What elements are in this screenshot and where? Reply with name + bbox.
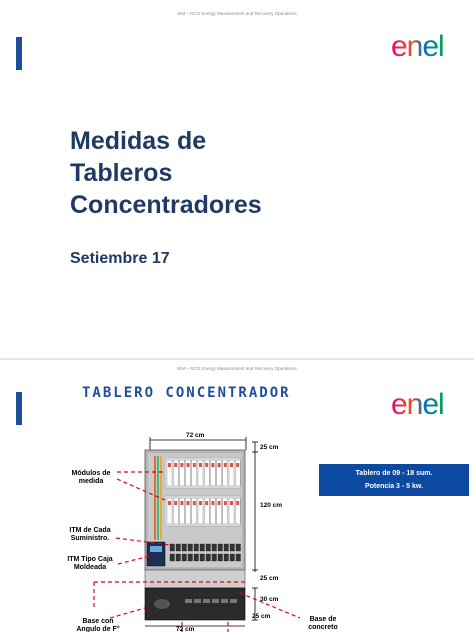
base-grill [194, 599, 201, 603]
meter-indicator [168, 463, 171, 467]
enel-logo-icon [391, 30, 449, 64]
dim-bottom-right: 25 cm [252, 613, 271, 620]
label-itm-tipo: ITM Tipo Caja Moldeada [67, 556, 113, 571]
cabinet-diagram [0, 360, 474, 632]
breaker [182, 544, 187, 551]
meter-indicator [168, 501, 171, 505]
enel-logo-text: enel [391, 30, 444, 63]
meter-indicator [180, 501, 183, 505]
base-grill [221, 599, 228, 603]
dim-height: 120 cm [260, 502, 283, 509]
label-base-con: Base con Angulo de F° [76, 618, 120, 632]
meter-indicator [187, 463, 190, 467]
base-grill [185, 599, 192, 603]
dim-right-mid: 25 cm [260, 575, 279, 582]
meter-indicator [211, 501, 214, 505]
breaker [224, 554, 229, 561]
breaker [176, 544, 181, 551]
meter-indicator [236, 463, 239, 467]
diagram-slide [0, 360, 474, 632]
label-base-de: Base de concreto [308, 616, 338, 631]
meter-indicator [218, 463, 221, 467]
breaker [236, 544, 241, 551]
slide-date: Setiembre 17 [70, 250, 170, 267]
meter-indicator [193, 463, 196, 467]
breaker [212, 554, 217, 561]
meter-indicator [174, 463, 177, 467]
meter-indicator [205, 463, 208, 467]
breaker [194, 554, 199, 561]
page-title [70, 125, 262, 221]
breaker [188, 554, 193, 561]
base-grill [230, 599, 237, 603]
info-line-1: Tablero de 09 - 18 sum. [355, 470, 433, 477]
breaker [206, 544, 211, 551]
base-hole [154, 599, 170, 609]
meter-indicator [174, 501, 177, 505]
meter-indicator [187, 501, 190, 505]
breaker [194, 544, 199, 551]
enel-logo-text: enel [391, 388, 444, 421]
accent-bar [16, 37, 22, 70]
meter-indicator [199, 501, 202, 505]
title-line-2: Tableros [70, 159, 173, 187]
right-dimension [252, 442, 258, 620]
dim-bottom-width: 72 cm [176, 626, 195, 632]
breaker [218, 554, 223, 561]
breaker-display [150, 546, 162, 552]
breaker [176, 554, 181, 561]
meter-indicator [230, 463, 233, 467]
breaker [170, 554, 175, 561]
base-grill [212, 599, 219, 603]
meter-indicator [224, 501, 227, 505]
breaker [200, 544, 205, 551]
cabinet-lower [145, 570, 245, 588]
meter-indicator [211, 463, 214, 467]
meter-indicator [218, 501, 221, 505]
breaker [212, 544, 217, 551]
dim-right-top: 25 cm [260, 444, 279, 451]
base-grill [203, 599, 210, 603]
moulded-case-breaker [147, 542, 165, 566]
meter-indicator [236, 501, 239, 505]
breaker [170, 544, 175, 551]
meter-indicator [230, 501, 233, 505]
slide-header: IEM – NCO Energy Measurement and Recovery Operations [177, 11, 297, 16]
section-title: TABLERO CONCENTRADOR [82, 385, 291, 401]
breaker [230, 554, 235, 561]
breaker [182, 554, 187, 561]
meter-indicator [205, 501, 208, 505]
meter-indicator [199, 463, 202, 467]
dim-top-width: 72 cm [186, 432, 205, 439]
breaker [200, 554, 205, 561]
label-itm-cada: ITM de Cada Suministro. [69, 527, 111, 542]
breaker [206, 554, 211, 561]
meter-indicator [180, 463, 183, 467]
breaker [188, 544, 193, 551]
meter-indicator [193, 501, 196, 505]
label-modulos: Módulos de medida [71, 470, 111, 485]
breaker [218, 544, 223, 551]
enel-logo [391, 30, 449, 72]
meter-indicator [224, 463, 227, 467]
title-line-1: Medidas de [70, 127, 207, 155]
title-line-3: Concentradores [70, 191, 262, 219]
slide-header: IEM – NCO Energy Measurement and Recovery Operations [177, 366, 297, 371]
breaker [230, 544, 235, 551]
breaker [224, 544, 229, 551]
breaker [236, 554, 241, 561]
dim-right-base: 30 cm [260, 596, 279, 603]
info-line-2: Potencia 3 - 5 kw. [364, 483, 424, 490]
